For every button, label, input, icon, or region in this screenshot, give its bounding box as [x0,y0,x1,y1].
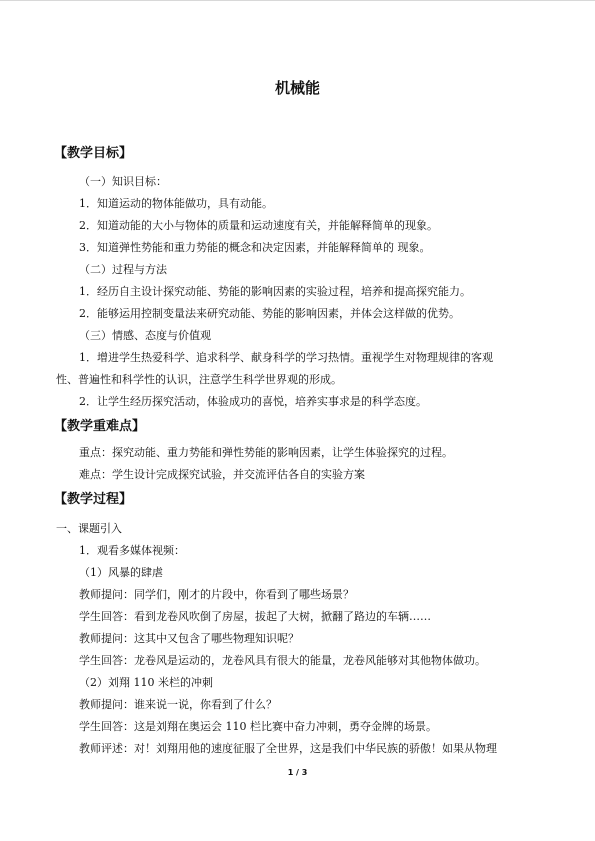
process-line: 学生回答：看到龙卷风吹倒了房屋，拔起了大树，掀翻了路边的车辆…… [79,610,431,623]
objective-line: 1．经历自主设计探究动能、势能的影响因素的实验过程，培养和提高探究能力。 [79,285,471,298]
keypoint-line: 难点：学生设计完成探究试验，并交流评估各自的实验方案 [79,468,365,481]
section-heading-process: 【教学过程】 [54,492,133,507]
process-line: 教师提问：这其中又包含了哪些物理知识呢？ [79,632,299,645]
objective-line: 1．增进学生热爱科学、追求科学、献身科学的学习热情。重视学生对物理规律的客观 [79,351,493,364]
process-line: （2）刘翔 110 米栏的冲刺 [79,676,213,689]
objective-line: 2．让学生经历探究活动，体验成功的喜悦，培养实事求是的科学态度。 [79,395,427,408]
page-number: 1 / 3 [287,768,308,777]
process-line: 教师提问：同学们，刚才的片段中，你看到了哪些场景？ [79,588,354,601]
process-line: 学生回答：龙卷风是运动的，龙卷风具有很大的能量，龙卷风能够对其他物体做功。 [79,654,486,667]
objective-line: 性、普遍性和科学性的认识，注意学生科学世界观的形成。 [56,373,342,386]
page-top-rule [0,0,595,1]
objective-line: （一）知识目标： [79,175,167,188]
keypoint-line: 重点：探究动能、重力势能和弹性势能的影响因素，让学生体验探究的过程。 [79,446,453,459]
objective-line: 2．知道动能的大小与物体的质量和运动速度有关，并能解释简单的现象。 [79,219,438,232]
objective-line: （二）过程与方法 [79,263,167,276]
process-line: 教师评述：对！刘翔用他的速度征服了全世界，这是我们中华民族的骄傲！如果从物理 [79,742,497,755]
section-heading-keypoints: 【教学重难点】 [54,419,146,434]
process-line: 教师提问：谁来说一说，你看到了什么？ [79,698,277,711]
process-line: 1．观看多媒体视频： [79,544,185,557]
objective-line: 3．知道弹性势能和重力势能的概念和决定因素，并能解释简单的 现象。 [79,241,431,254]
document-title: 机械能 [274,79,320,97]
process-line: 一、课题引入 [56,522,122,535]
objective-line: （三）情感、态度与价值观 [79,329,211,342]
objective-line: 2．能够运用控制变量法来研究动能、势能的影响因素，并体会这样做的优势。 [79,307,460,320]
section-heading-objectives: 【教学目标】 [54,146,133,161]
objective-line: 1．知道运动的物体能做功，具有动能。 [79,197,273,210]
process-line: 学生回答：这是刘翔在奥运会 110 栏比赛中奋力冲刺，勇夺金牌的场景。 [79,720,437,733]
process-line: （1）风暴的肆虐 [79,566,163,579]
